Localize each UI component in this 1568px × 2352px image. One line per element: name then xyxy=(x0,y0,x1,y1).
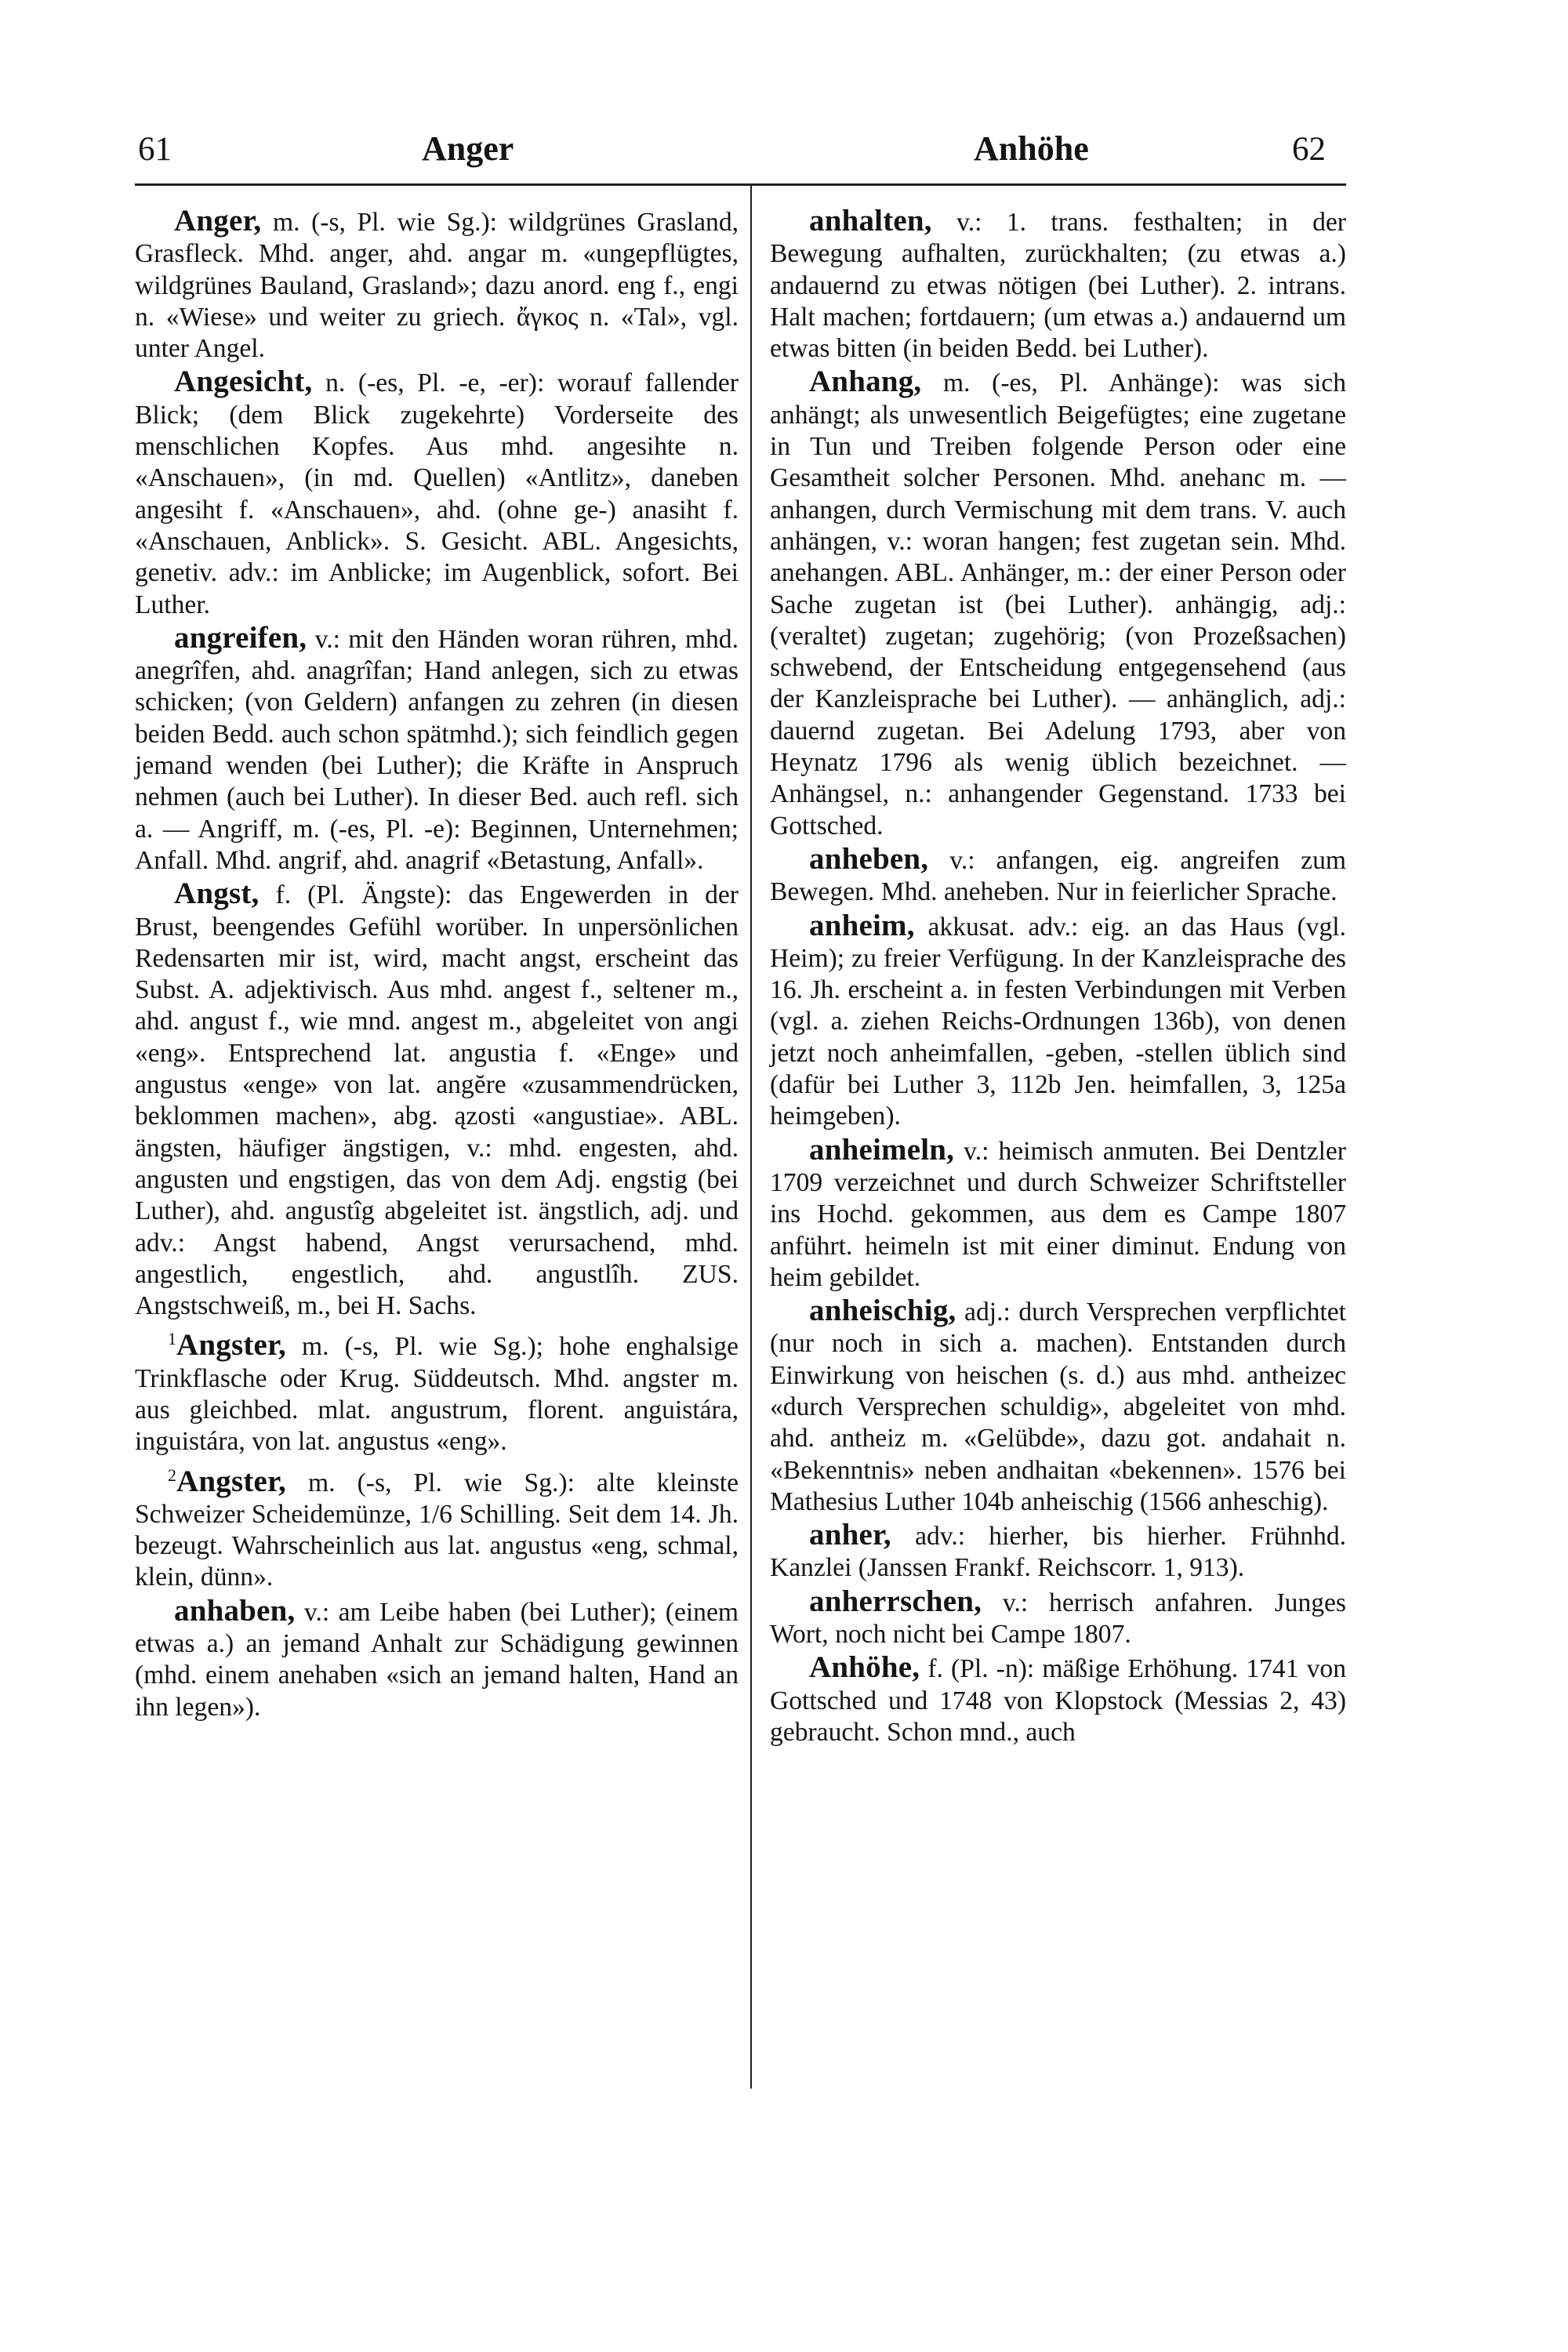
entry-text: v.: herrisch anfahren. Junges Wort, noch nicht bei Campe 1807. xyxy=(770,1588,1346,1650)
dictionary-entry xyxy=(135,366,739,620)
dictionary-entry xyxy=(770,1586,1346,1651)
dictionary-entry xyxy=(135,622,739,877)
entry-lemma: Anger, xyxy=(174,204,262,238)
entry-text: f. (Pl. Ängste): das Engewerden in der Brust, beengendes Gefühl worüber. In unpersönlichen Redensarten mir ist, wird, macht angst, erscheint das Subst. A. adjektivisch. Aus mhd. angest f., seltener m., ahd. angust f., wie mnd. angest m., abgeleitet von angi «eng». Entsprechend lat. angustia f. «Enge» und angustus «enge» von lat. angĕre «zusammendrücken, beklommen machen», abg. ązosti «angustiae». ABL. ängsten, häufiger ängstigen, v.: mhd. engesten, ahd. angusten und engstigen, das von dem Adj. engstig (bei Luther), ahd. angustîg abgeleitet ist. ängstlich, adj. und adv.: Angst habend, Angst verursachend, mhd. angestlich, engestlich, ahd. angustlîh. ZUS. Angstschweiß, m., bei H. Sachs. xyxy=(135,880,739,1321)
left-page-number: 61 xyxy=(138,131,172,168)
dictionary-entry xyxy=(135,1460,739,1594)
entry-lemma: anher, xyxy=(809,1518,891,1552)
dictionary-entry xyxy=(770,205,1346,365)
entry-lemma: Anhöhe, xyxy=(809,1650,920,1685)
entry-lemma: anhaben, xyxy=(174,1593,296,1628)
entry-text: m. (-s, Pl. wie Sg.): wildgrünes Grasland, Grasfleck. Mhd. anger, ahd. angar m. «ungepflügtes, wildgrünes Bauland, Grasland»; dazu anord. eng f., engi n. «Wiese» und weiter zu griech. ἄγκος n. «Tal», vgl. unter Angel. xyxy=(135,208,739,364)
entry-lemma: angreifen, xyxy=(174,620,307,655)
header-rule xyxy=(135,183,1346,186)
entry-lemma: anheimeln, xyxy=(809,1132,955,1167)
entry-text: f. (Pl. -n): mäßige Erhöhung. 1741 von Gottsched und 1748 von Klopstock (Messias 2, 43) gebraucht. Schon mnd., auch xyxy=(770,1654,1346,1747)
entry-lemma: Angesicht, xyxy=(174,365,313,399)
dictionary-entry xyxy=(770,910,1346,1133)
right-column xyxy=(770,205,1346,1750)
entry-lemma: anheim, xyxy=(809,908,915,942)
homonym-number: 1 xyxy=(168,1329,176,1349)
dictionary-entry xyxy=(135,1595,739,1723)
entry-lemma: anheben, xyxy=(809,841,929,876)
entry-text: m. (-es, Pl. Anhänge): was sich anhängt; als unwesentlich Beigefügtes; eine zugetane in Tun und Treiben folgende Person oder eine Gesamtheit solcher Personen. Mhd. anehanc m. — anhangen, durch Vermischung mit dem trans. V. auch anhängen, v.: woran hangen; fest zugetan sein. Mhd. anehangen. ABL. Anhänger, m.: der einer Person oder Sache zugetan ist (bei Luther). anhängig, adj.: (veraltet) zugetan; zugehörig; (von Prozeßsachen) schwebend, der Entscheidung entgegensehend (aus der Kanzleisprache bei Luther). — anhänglich, adj.: dauernd zugetan. Bei Adelung 1793, aber von Heynatz 1796 als wenig üblich bezeichnet. — Anhängsel, n.: anhangender Gegenstand. 1733 bei Gottsched. xyxy=(770,368,1346,840)
entry-lemma: anheischig, xyxy=(809,1294,956,1328)
homonym-number: 2 xyxy=(168,1465,176,1485)
entry-text: adv.: hierher, bis hierher. Frühnhd. Kanzlei (Janssen Frankf. Reichscorr. 1, 913). xyxy=(770,1522,1346,1583)
entry-text: v.: mit den Händen woran rühren, mhd. anegrîfen, ahd. anagrîfan; Hand anlegen, sich zu etwas schicken; (von Geldern) anfangen zu zehren (in diesen beiden Bedd. auch schon spätmhd.); sich feindlich gegen jemand wenden (bei Luther); die Kräfte in Anspruch nehmen (auch bei Luther). In dieser Bed. auch refl. sich a. — Angriff, m. (-es, Pl. -e): Beginnen, Unternehmen; Anfall. Mhd. angrif, ahd. anagrif «Betastung, Anfall». xyxy=(135,624,739,875)
dictionary-entry xyxy=(135,878,739,1322)
dictionary-entry xyxy=(770,1652,1346,1748)
entry-text: v.: am Leibe haben (bei Luther); (einem etwas a.) an jemand Anhalt zur Schädigung gewinnen (mhd. einem anehaben «sich an jemand halten, Hand an ihn legen»). xyxy=(135,1597,739,1722)
entry-lemma: Angster, xyxy=(176,1464,286,1498)
left-column xyxy=(135,205,739,1725)
entry-text: v.: anfangen, eig. angreifen zum Bewegen. Mhd. aneheben. Nur in feierlicher Sprache. xyxy=(770,845,1346,907)
entry-lemma: anherrschen, xyxy=(809,1584,982,1618)
entry-text: v.: heimisch anmuten. Bei Dentzler 1709 verzeichnet und durch Schweizer Schriftsteller ins Hochd. gekommen, aus dem es Campe 1807 anführt. heimeln ist mit einer diminut. Endung von heim gebildet. xyxy=(770,1136,1346,1292)
running-header xyxy=(135,124,1346,179)
dictionary-entry xyxy=(770,366,1346,841)
entry-text: v.: 1. trans. festhalten; in der Bewegung aufhalten, zurückhalten; (zu etwas a.) andauernd zu etwas nötigen (bei Luther). 2. intrans. Halt machen; fortdauern; (um etwas a.) andauernd um etwas bitten (in beiden Bedd. bei Luther). xyxy=(770,208,1346,364)
dictionary-entry xyxy=(770,841,1346,909)
dictionary-entry xyxy=(770,1134,1346,1294)
dictionary-entry xyxy=(135,1323,739,1457)
entry-lemma: anhalten, xyxy=(809,204,932,238)
entry-text: adj.: durch Versprechen verpflichtet (nur noch in sich a. machen). Entstanden durch Einwirkung von heischen (s. d.) aus mhd. antheizec «durch Versprechen schuldig», abgeleitet von mhd. ahd. antheiz m. «Gelübde», dazu got. andahait n. «Bekenntnis» neben andhaitan «bekennen». 1576 bei Mathesius Luther 104b anheischig (1566 anheschig). xyxy=(770,1298,1346,1516)
entry-text: akkusat. adv.: eig. an das Haus (vgl. Heim); zu freier Verfügung. In der Kanzleisprache des 16. Jh. erscheint a. in festen Verbindungen mit Verben (vgl. a. ziehen Reichs-Ordnungen 136b), von denen jetzt noch anheimfallen, -geben, -stellen üblich sind (dafür bei Luther 3, 112b Jen. heimfallen, 3, 125a heimgeben). xyxy=(770,912,1346,1131)
column-divider xyxy=(750,185,752,2089)
right-page-number: 62 xyxy=(1292,131,1326,168)
entry-text: m. (-s, Pl. wie Sg.); hohe enghalsige Trinkflasche oder Krug. Süddeutsch. Mhd. angster m. aus gleichbed. mlat. angustrum, florent. anguistára, inguistára, von lat. angustus «eng». xyxy=(135,1332,739,1457)
dictionary-entry xyxy=(770,1295,1346,1518)
entry-lemma: Angster, xyxy=(176,1328,286,1363)
dictionary-entry xyxy=(770,1519,1346,1584)
entry-text: m. (-s, Pl. wie Sg.): alte kleinste Schweizer Scheidemünze, 1/6 Schilling. Seit dem 14. Jh. bezeugt. Wahrscheinlich aus lat. angustus «eng, schmal, klein, dünn». xyxy=(135,1468,739,1592)
entry-text: n. (-es, Pl. -e, -er): worauf fallender Blick; (dem Blick zugekehrte) Vorderseite des menschlichen Kopfes. Aus mhd. angesihte n. «Anschauen», (in md. Quellen) «Antlitz», daneben angesiht f. «Anschauen», ahd. (ohne ge-) anasiht f. «Anschauen, Anblick». S. Gesicht. ABL. Angesichts, genetiv. adv.: im Anblicke; im Augenblick, sofort. Bei Luther. xyxy=(135,368,739,619)
right-header-keyword: Anhöhe xyxy=(974,129,1089,168)
dictionary-entry xyxy=(135,205,739,365)
left-header-keyword: Anger xyxy=(422,129,514,168)
entry-lemma: Anhang, xyxy=(809,365,922,399)
entry-lemma: Angst, xyxy=(174,877,260,911)
